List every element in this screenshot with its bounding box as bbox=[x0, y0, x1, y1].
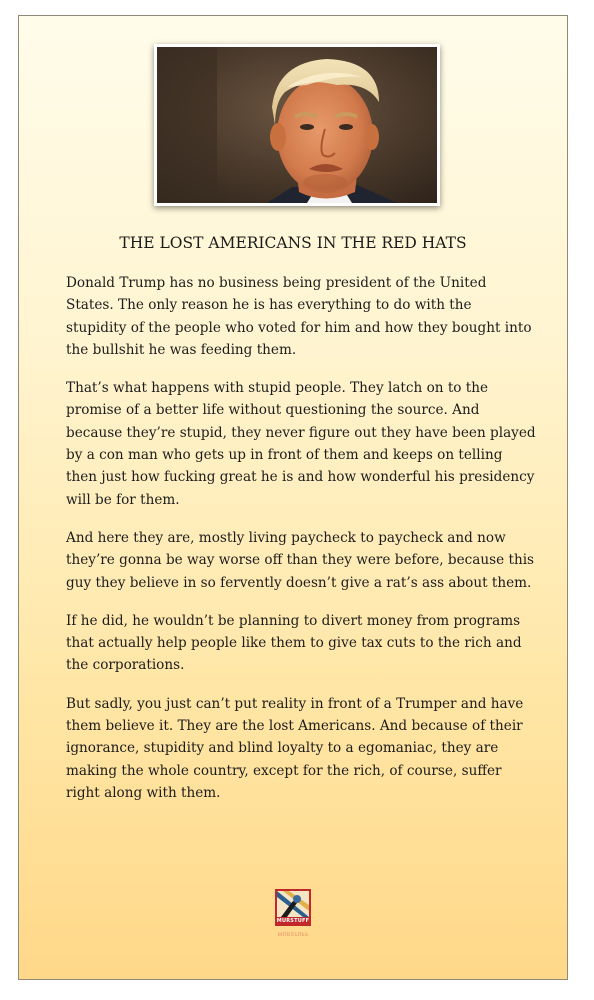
paragraph: Donald Trump has no business being president of the United States. The only reason he is has everything to do with the stupidity of the people who voted for him and how they bought into the bullshit he was feeding them. bbox=[66, 275, 532, 358]
article-body bbox=[66, 272, 536, 820]
paragraph: If he did, he wouldn’t be planning to divert money from programs that actually help people like them to give tax cuts to the rich and the corporations. bbox=[66, 612, 522, 674]
paragraph: That’s what happens with stupid people. They latch on to the promise of a better life without questioning the source. And because they’re stupid, they never figure out they have been played by a con man who gets up in front of them and keeps on telling then just how fucking great he is and how wonderful his presidency will be for them. bbox=[66, 380, 536, 508]
paragraph: And here they are, mostly living paycheck to paycheck and now they’re gonna be way worse off than they were before, because this guy they believe in so fervently doesn’t give a rat’s ass about them. bbox=[66, 529, 535, 591]
portrait-photo bbox=[154, 44, 440, 206]
logo-text: MURSTUFF bbox=[276, 918, 310, 924]
murstuff-logo bbox=[275, 889, 311, 939]
paragraph: But sadly, you just can’t put reality in front of a Trumper and have them believe it. They are the lost Americans. And because of their ignorance, stupidity and blind loyalty to a egomaniac, they are making the whole country, except for the rich, of course, suffer right along with them. bbox=[66, 695, 524, 801]
poster bbox=[18, 15, 568, 980]
logo-reflection: MURSTUFF bbox=[277, 930, 309, 936]
headline: THE LOST AMERICANS IN THE RED HATS bbox=[119, 234, 467, 252]
portrait-image bbox=[157, 47, 437, 203]
